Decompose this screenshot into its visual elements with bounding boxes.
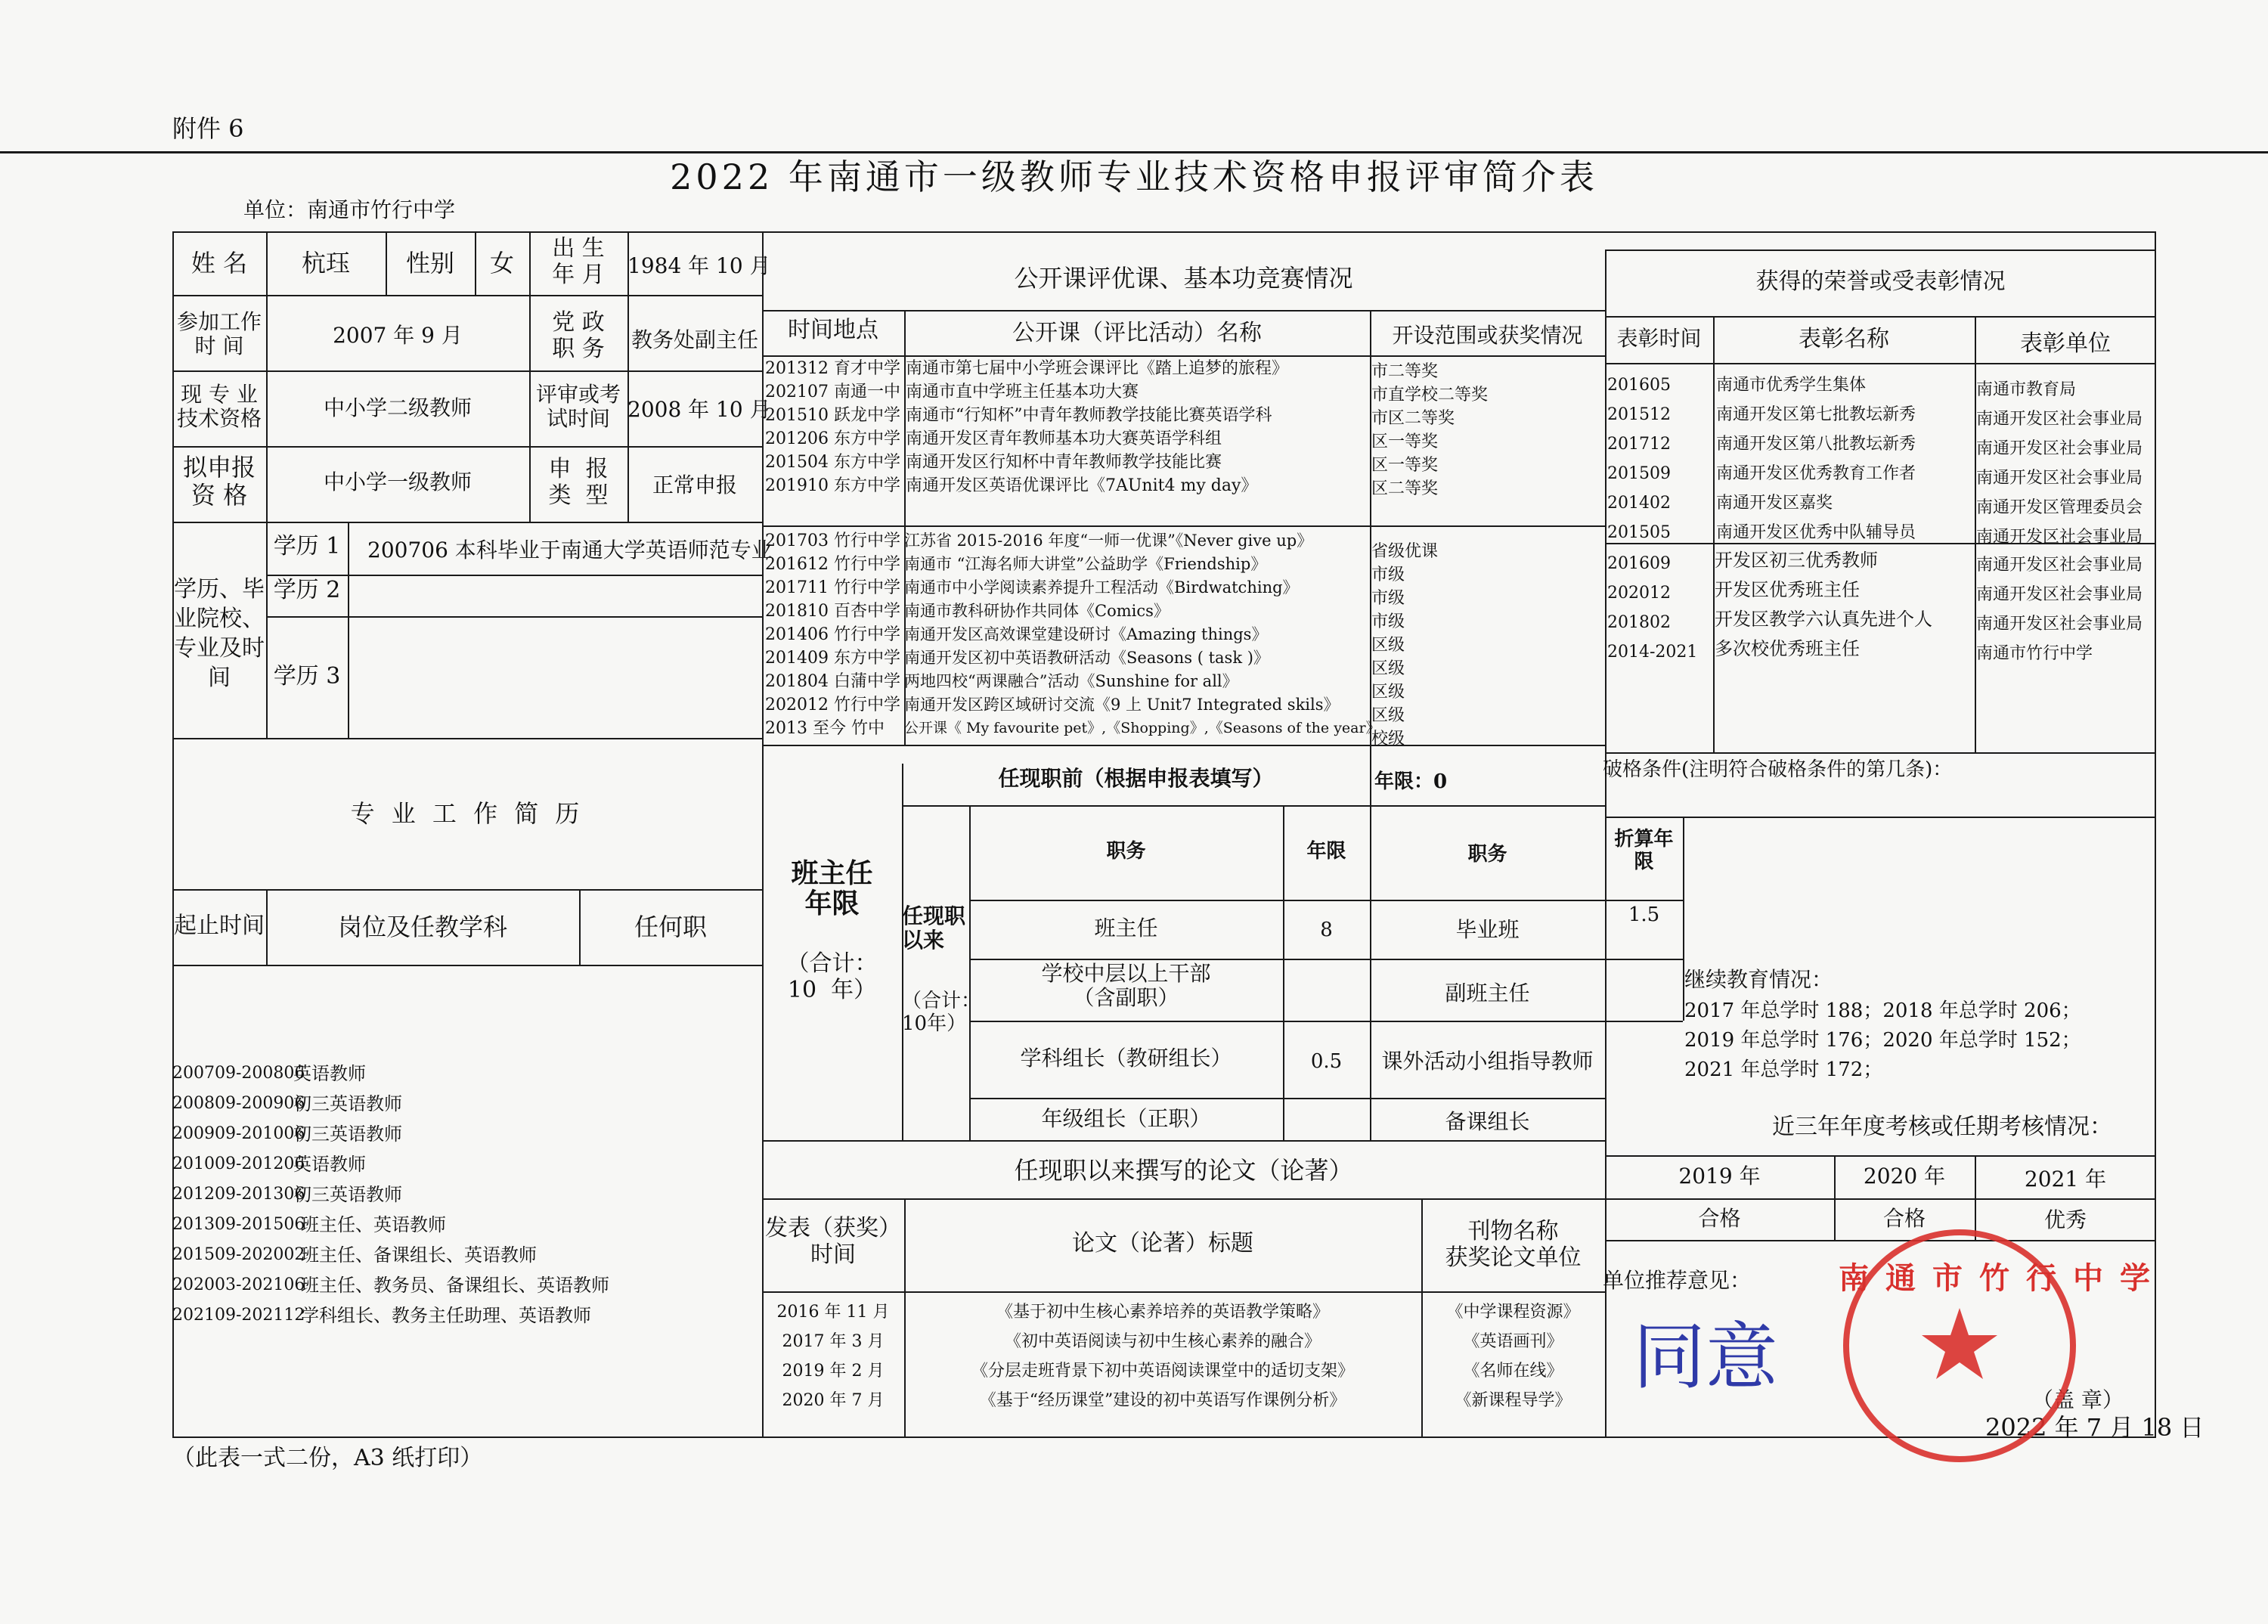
list-item: 南通开发区跨区域研讨交流《9 上 Unit7 Integrated skils》 <box>904 696 1340 714</box>
list-item: 南通开发区优秀中队辅导员 <box>1716 523 1916 542</box>
honors-units-2 <box>1976 550 2143 668</box>
page-title: 2022 年南通市一级教师专业技术资格申报评审简介表 <box>670 157 1598 197</box>
open-class-names-2 <box>904 529 1380 740</box>
list-item: 南通开发区英语优课评比《7AUnit4 my day》 <box>906 476 1258 495</box>
assessment-year-1: 2019 年 <box>1678 1164 1761 1189</box>
gender-value: 女 <box>489 249 514 277</box>
work-history-col-period: 起止时间 <box>174 913 265 939</box>
education-1-label: 学历 1 <box>273 533 341 559</box>
list-item: 区级 <box>1371 683 1405 702</box>
party-label: 党 政 职 务 <box>552 309 605 362</box>
current-qual-label: 现 专 业 技术资格 <box>176 382 262 432</box>
open-class-results-1 <box>1371 360 1488 501</box>
table-row: 201509-202002 <box>172 1245 305 1264</box>
list-item: 市直学校二等奖 <box>1371 386 1489 404</box>
list-item: 2019 年总学时 176；2020 年总学时 152； <box>1684 1029 2081 1052</box>
list-item: 《名师在线》 <box>1463 1362 1563 1381</box>
table-row: 200909-201006 <box>172 1124 305 1143</box>
table-row: 班主任、备课组长、英语教师 <box>301 1244 537 1266</box>
work-history-col-role: 任何职 <box>634 913 707 941</box>
list-item: 南通开发区高效课堂建设研讨《Amazing things》 <box>904 625 1268 643</box>
list-item: 区级 <box>1371 636 1405 655</box>
honors-times-2 <box>1607 549 1697 667</box>
assessment-result-3: 优秀 <box>2043 1207 2087 1232</box>
education-2-label: 学历 2 <box>273 577 341 603</box>
list-item: 201510 跃龙中学 <box>765 406 900 425</box>
list-item: 区一等奖 <box>1371 432 1439 451</box>
open-class-times-2 <box>765 529 900 740</box>
papers-times <box>762 1297 904 1415</box>
education-3-label: 学历 3 <box>273 663 341 690</box>
list-item: 南通开发区管理委员会 <box>1976 498 2143 517</box>
honors-names-2 <box>1715 546 1932 664</box>
table-row: 英语教师 <box>293 1063 366 1084</box>
list-item: 南通开发区行知杯中青年教师教学技能比赛 <box>906 453 1222 472</box>
table-row: 202109-202112 <box>172 1306 305 1325</box>
work-history-periods <box>172 1058 305 1331</box>
education-1-value: 200706 本科毕业于南通大学英语师范专业 <box>367 538 773 563</box>
list-item: 201802 <box>1607 613 1671 632</box>
list-item: 南通开发区社会事业局 <box>1976 469 2143 488</box>
col-duty2: 职务 <box>1467 843 1507 866</box>
list-item: 省级优课 <box>1371 542 1439 561</box>
duty2-row-1: 毕业班 <box>1455 917 1520 942</box>
list-item: 《新课程导学》 <box>1455 1391 1572 1410</box>
list-item: 区级 <box>1371 706 1405 725</box>
list-item: 201804 白蒲中学 <box>765 672 900 691</box>
honors-title: 获得的荣誉或受表彰情况 <box>1755 268 2006 295</box>
list-item: 南通市竹行中学 <box>1976 644 2093 663</box>
list-item: 市级 <box>1371 612 1405 631</box>
papers-col-title: 论文（论著）标题 <box>1072 1230 1253 1257</box>
header-rule <box>0 151 2268 153</box>
list-item: 《基于“经历课堂”建设的初中英语写作课例分析》 <box>979 1391 1346 1410</box>
list-item: 202012 竹行中学 <box>765 696 900 714</box>
list-item: 多次校优秀班主任 <box>1715 638 1860 659</box>
list-item: 市区二等奖 <box>1371 409 1455 428</box>
continuing-edu-lines <box>1684 996 2081 1085</box>
table-row: 初三英语教师 <box>293 1123 402 1145</box>
apply-qual-value: 中小学一级教师 <box>323 470 472 494</box>
list-item: 市级 <box>1371 589 1405 608</box>
table-row: 201009-201206 <box>172 1154 305 1173</box>
list-item: 市级 <box>1371 566 1405 584</box>
list-item: 《英语画刊》 <box>1463 1332 1563 1351</box>
list-item: 南通开发区优秀教育工作者 <box>1716 464 1916 483</box>
open-class-title: 公开课评优课、基本功竞赛情况 <box>1014 264 1353 293</box>
list-item: 201509 <box>1607 464 1671 483</box>
honors-col-time: 表彰时间 <box>1616 326 1702 351</box>
honors-units-1 <box>1976 375 2143 552</box>
work-start-label: 参加工作 时 间 <box>176 309 262 359</box>
papers-col-journal: 刊物名称 获奖论文单位 <box>1445 1218 1582 1271</box>
duty2-row-2: 副班主任 <box>1445 981 1530 1006</box>
duty-row-1: 班主任 <box>1094 916 1158 941</box>
open-class-col-time: 时间地点 <box>788 317 878 343</box>
list-item: 南通开发区社会事业局 <box>1976 528 2143 547</box>
years-row-1: 8 <box>1320 919 1333 941</box>
list-item: 南通市教育局 <box>1976 380 2077 399</box>
table-row: 200709-200806 <box>172 1064 305 1083</box>
list-item: 南通开发区社会事业局 <box>1976 556 2143 575</box>
list-item: 《中学课程资源》 <box>1446 1303 1580 1322</box>
list-item: 南通开发区初中英语教研活动《Seasons ( task )》 <box>904 649 1269 667</box>
apply-qual-label: 拟申报 资 格 <box>182 453 256 510</box>
list-item: 202012 <box>1607 584 1671 603</box>
duty-row-4: 年级组长（正职） <box>1041 1106 1211 1131</box>
list-item: 南通市第七届中小学班会课评比《踏上追梦的旅程》 <box>906 359 1289 378</box>
headteacher-title: 班主任 年限 <box>791 857 873 919</box>
list-item: 南通开发区第八批教坛新秀 <box>1716 435 1916 454</box>
list-item: 南通市直中学班主任基本功大赛 <box>906 383 1139 401</box>
seal-note: （盖 章） <box>2032 1387 2124 1412</box>
education-label: 学历、毕 业院校、 专业及时 间 <box>174 576 265 691</box>
list-item: 201512 <box>1607 405 1671 424</box>
break-rule-label: 破格条件(注明符合破格条件的第几条)： <box>1603 758 1953 781</box>
list-item: 《初中英语阅读与初中生核心素养的融合》 <box>1004 1332 1321 1351</box>
list-item: 南通市中小学阅读素养提升工程活动《Birdwatching》 <box>904 578 1299 597</box>
list-item: 201910 东方中学 <box>765 476 900 495</box>
headteacher-since-total: （合计： 10年） <box>902 990 981 1035</box>
list-item: 江苏省 2015-2016 年度“一师一优课”《Never give up》 <box>904 532 1313 550</box>
list-item: 《分层走班背景下初中英语阅读课堂中的适切支架》 <box>971 1362 1354 1381</box>
list-item: 201402 <box>1607 494 1671 513</box>
list-item: 201609 <box>1607 554 1671 573</box>
papers-titles <box>904 1297 1421 1415</box>
table-row: 201309-201506 <box>172 1215 305 1234</box>
list-item: 区二等奖 <box>1371 479 1439 498</box>
seal-text-ring: 南通市竹行中学 <box>1839 1260 2167 1296</box>
footer-note: （此表一式二份，A3 纸打印） <box>172 1445 483 1471</box>
list-item: 201409 东方中学 <box>765 649 900 668</box>
list-item: 开发区优秀班主任 <box>1715 579 1860 600</box>
birth-value: 1984 年 10 月 <box>627 253 771 278</box>
work-history-posts <box>293 1058 609 1331</box>
list-item: 2019 年 2 月 <box>782 1362 885 1381</box>
list-item: 201712 <box>1607 435 1671 454</box>
list-item: 201810 百杏中学 <box>765 602 900 621</box>
review-time-value: 2008 年 10 月 <box>627 397 771 422</box>
headteacher-before-years: 年限：0 <box>1374 770 1448 793</box>
assessment-year-3: 2021 年 <box>2024 1167 2107 1192</box>
list-item: 校级 <box>1371 730 1405 748</box>
list-item: 201711 竹行中学 <box>765 578 900 597</box>
papers-col-time: 发表（获奖） 时间 <box>765 1215 901 1268</box>
list-item: 201605 <box>1607 376 1671 395</box>
table-row: 初三英语教师 <box>293 1184 402 1205</box>
current-qual-value: 中小学二级教师 <box>323 395 472 420</box>
list-item: 两地四校“两课融合”活动《Sunshine for all》 <box>904 672 1238 690</box>
list-item: 《基于初中生核心素养培养的英语教学策略》 <box>996 1303 1329 1322</box>
list-item: 201612 竹行中学 <box>765 555 900 574</box>
name-label: 姓 名 <box>191 249 248 277</box>
open-class-results-2 <box>1371 540 1438 751</box>
list-item: 2013 至今 竹中 <box>765 719 885 738</box>
work-history-title: 专 业 工 作 简 历 <box>350 799 584 828</box>
col-conversion: 折算年 限 <box>1614 828 1674 873</box>
table-row: 班主任、教务员、备课组长、英语教师 <box>301 1275 609 1296</box>
col-duty: 职务 <box>1106 840 1146 863</box>
list-item: 201406 竹行中学 <box>765 625 900 644</box>
table-row: 201209-201306 <box>172 1185 305 1204</box>
continuing-edu-label: 继续教育情况： <box>1684 967 1833 992</box>
list-item: 2021 年总学时 172； <box>1684 1058 1883 1081</box>
papers-journals <box>1421 1297 1605 1415</box>
list-item: 2016 年 11 月 <box>776 1303 890 1322</box>
list-item: 南通市教科研协作共同体《Comics》 <box>904 602 1170 620</box>
work-start-value: 2007 年 9 月 <box>333 323 463 348</box>
table-row: 英语教师 <box>293 1154 366 1175</box>
open-class-col-result: 开设范围或获奖情况 <box>1392 323 1583 348</box>
list-item: 南通开发区社会事业局 <box>1976 585 2143 604</box>
list-item: 2014-2021 <box>1607 643 1698 662</box>
headteacher-since-label: 任现职 以来 <box>902 903 966 953</box>
attachment-label: 附件 6 <box>172 114 244 143</box>
table-row: 班主任、英语教师 <box>301 1214 446 1235</box>
list-item: 开发区教学六认真先进个人 <box>1715 609 1932 630</box>
recommend-date: 2022 年 7 月 18 日 <box>1985 1413 2204 1442</box>
honors-names-1 <box>1716 370 1916 547</box>
assessment-label: 近三年年度考核或任期考核情况： <box>1772 1114 2112 1140</box>
duty2-row-4: 备课组长 <box>1445 1109 1530 1134</box>
work-history-col-post: 岗位及任教学科 <box>337 913 507 941</box>
assessment-result-2: 合格 <box>1882 1206 1926 1231</box>
apply-type-value: 正常申报 <box>652 473 737 497</box>
list-item: 201703 竹行中学 <box>765 532 900 550</box>
gender-label: 性别 <box>405 249 454 277</box>
list-item: 公开课《 My favourite pet》,《Shopping》,《Seasons of the year》 <box>904 720 1380 736</box>
list-item: 市二等奖 <box>1371 362 1439 381</box>
list-item: 2020 年 7 月 <box>782 1391 885 1410</box>
duty2-row-3: 课外活动小组指导教师 <box>1381 1049 1594 1074</box>
honors-times-1 <box>1607 370 1671 547</box>
list-item: 南通开发区社会事业局 <box>1976 615 2143 634</box>
list-item: 201504 东方中学 <box>765 453 900 472</box>
headteacher-before-label: 任现职前（根据申报表填写） <box>998 766 1274 791</box>
list-item: 2017 年 3 月 <box>782 1332 885 1351</box>
list-item: 南通开发区青年教师基本功大赛英语学科组 <box>906 429 1222 448</box>
table-row: 202003-202106 <box>172 1275 305 1294</box>
list-item: 南通开发区社会事业局 <box>1976 410 2143 429</box>
assessment-year-2: 2020 年 <box>1863 1164 1946 1189</box>
list-item: 201312 育才中学 <box>765 359 900 378</box>
col-years: 年限 <box>1306 840 1346 863</box>
review-time-label: 评审或考 试时间 <box>535 382 621 432</box>
list-item: 区级 <box>1371 659 1405 678</box>
name-value: 杭珏 <box>301 249 350 277</box>
duty-row-2: 学校中层以上干部 （含副职） <box>1041 961 1211 1011</box>
list-item: 南通开发区第七批教坛新秀 <box>1716 405 1916 424</box>
list-item: 2017 年总学时 188；2018 年总学时 206； <box>1684 1000 2081 1022</box>
list-item: 南通开发区社会事业局 <box>1976 439 2143 458</box>
recommend-label: 单位推荐意见： <box>1603 1268 1752 1293</box>
list-item: 201505 <box>1607 523 1671 542</box>
unit-label: 单位：南通市竹行中学 <box>243 197 456 222</box>
open-class-times-1 <box>765 357 900 497</box>
list-item: 201206 东方中学 <box>765 429 900 448</box>
conversion-row-1: 1.5 <box>1628 903 1660 926</box>
table-row: 初三英语教师 <box>293 1093 402 1114</box>
table-row: 学科组长、教务主任助理、英语教师 <box>301 1305 591 1326</box>
open-class-names-1 <box>906 357 1288 497</box>
headteacher-total: （合计： 10 年） <box>786 950 878 1003</box>
list-item: 开发区初三优秀教师 <box>1715 550 1878 571</box>
papers-title: 任现职以来撰写的论文（论著） <box>1014 1156 1353 1185</box>
list-item: 区一等奖 <box>1371 456 1439 475</box>
years-row-3: 0.5 <box>1310 1050 1343 1073</box>
assessment-result-1: 合格 <box>1698 1206 1741 1231</box>
open-class-col-name: 公开课（评比活动）名称 <box>1012 320 1262 346</box>
birth-label: 出 生 年 月 <box>552 235 605 288</box>
list-item: 南通市“行知杯”中青年教师教学技能比赛英语学科 <box>906 406 1272 425</box>
list-item: 南通开发区嘉奖 <box>1716 494 1833 513</box>
party-value: 教务处副主任 <box>631 327 758 352</box>
list-item: 南通市优秀学生集体 <box>1716 376 1867 395</box>
list-item: 南通市 “江海名师大讲堂”公益助学《Friendship》 <box>904 555 1267 573</box>
honors-col-name: 表彰名称 <box>1799 326 1889 352</box>
table-row: 200809-200906 <box>172 1094 305 1113</box>
apply-type-label: 申 报 类 型 <box>548 456 609 509</box>
duty-row-3: 学科组长（教研组长） <box>1020 1046 1232 1071</box>
honors-col-unit: 表彰单位 <box>2020 330 2111 357</box>
list-item: 202107 南通一中 <box>765 383 900 401</box>
handwritten-approval: 同意 <box>1633 1315 1778 1399</box>
